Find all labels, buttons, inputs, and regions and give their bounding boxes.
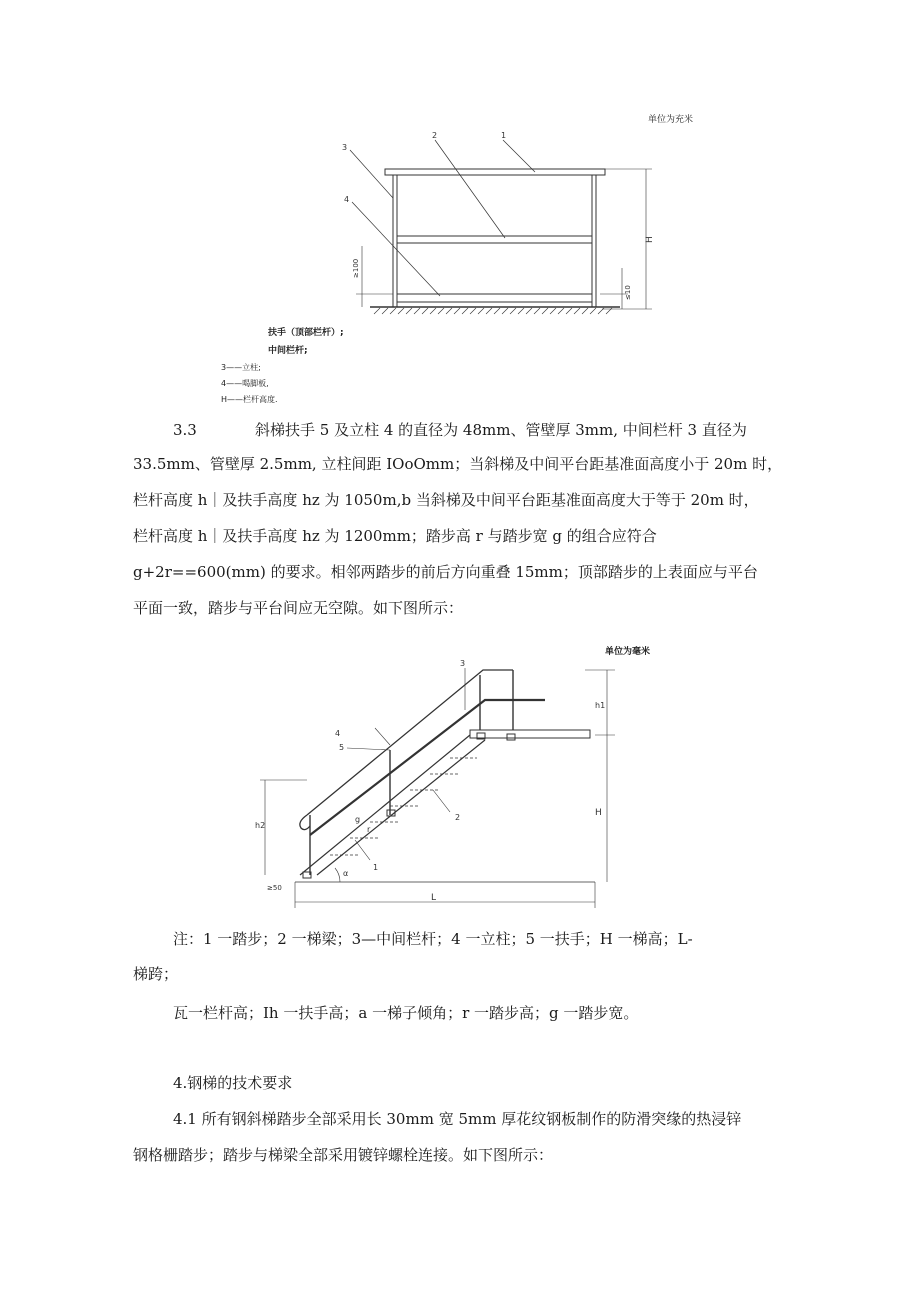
figure1-legend-4: 4——喝脚板,: [221, 379, 269, 388]
callout-2: 2: [432, 131, 438, 140]
section4-line-1: 4.1 所有钢斜梯踏步全部采用长 30mm 宽 5mm 厚花纹钢板制作的防滑突缘的热浸锌: [173, 1110, 742, 1128]
right-post: [592, 175, 596, 307]
figure2-stair-drawing: [255, 650, 625, 910]
figure1-legend-2: 中间栏杆;: [268, 346, 308, 356]
fig2-callout-2: 2: [455, 813, 461, 822]
notes-line-3: 瓦一栏杆高；Ih 一扶手高；a 一梯子倾角；r 一踏步高；g 一踏步宽。: [173, 1004, 639, 1022]
figure1-unit-note: 单位为充米: [648, 115, 694, 125]
middle-rail: [397, 236, 592, 243]
figure1-legend-1: 扶手（顶部栏杆）;: [268, 328, 344, 338]
fig2-callout-5: 5: [339, 743, 345, 752]
toe-board: [397, 294, 592, 302]
section33-line-1: 斜梯扶手 5 及立柱 4 的直径为 48mm、管壁厚 3mm, 中间栏杆 3 直径为: [255, 421, 747, 439]
fig2-callout-3: 3: [460, 659, 466, 668]
callout-3: 3: [342, 143, 348, 152]
fig2-dim-L: L: [431, 893, 437, 903]
left-post: [393, 175, 397, 307]
section4-line-2: 钢格栅踏步；踏步与梯梁全部采用镀锌螺栓连接。如下图所示：: [133, 1146, 554, 1164]
fig2-callout-1: 1: [373, 863, 379, 872]
section33-line-4: 栏杆高度 h｜及扶手高度 hz 为 1200mm；踏步高 r 与踏步宽 g 的组合应符合: [133, 527, 657, 545]
notes-line-1: 注：1 一踏步；2 一梯梁；3—中间栏杆；4 一立柱；5 一扶手；H 一梯高；L-: [173, 930, 693, 948]
figure1-legend-3: 3——立柱;: [221, 363, 261, 372]
callout-4: 4: [344, 195, 350, 204]
fig2-dim-50: ≥50: [267, 884, 282, 892]
fig2-dim-h2: h2: [255, 821, 266, 830]
top-rail: [385, 169, 605, 175]
section33-line-6: 平面一致，踏步与平台间应无空隙。如下图所示：: [133, 599, 464, 617]
dim-10: ≤10: [624, 285, 632, 300]
section33-line-5: g+2r==600(mm) 的要求。相邻两踏步的前后方向重叠 15mm；顶部踏步的上表面应与平台: [133, 563, 758, 581]
fig2-dim-r: r: [367, 825, 371, 834]
section33-line-3: 栏杆高度 h｜及扶手高度 hz 为 1050m,b 当斜梯及中间平台距基准面高度大于等于 20m 时，: [133, 491, 759, 509]
fig2-dim-g: g: [355, 815, 361, 824]
fig2-dim-alpha: α: [343, 869, 349, 878]
notes-line-2: 梯跨；: [133, 965, 179, 983]
fig2-dim-H: H: [595, 808, 602, 818]
figure2-unit-note: 单位为毫米: [605, 647, 651, 657]
callout-1: 1: [501, 131, 507, 140]
fig2-callout-4: 4: [335, 729, 341, 738]
section4-heading: 4.钢梯的技术要求: [173, 1074, 293, 1092]
dim-H: H: [645, 236, 655, 243]
figure1-legend-5: H——栏杆高度.: [221, 395, 278, 404]
section33-number: 3.3: [173, 421, 197, 439]
figure1-railing-drawing: [330, 128, 660, 333]
section33-line-2: 33.5mm、管壁厚 2.5mm, 立柱间距 IOoOmm；当斜梯及中间平台距基准面高度小于 20m 时，: [133, 455, 783, 473]
fig2-dim-h1: h1: [595, 701, 606, 710]
dim-100: ≥100: [352, 258, 360, 278]
